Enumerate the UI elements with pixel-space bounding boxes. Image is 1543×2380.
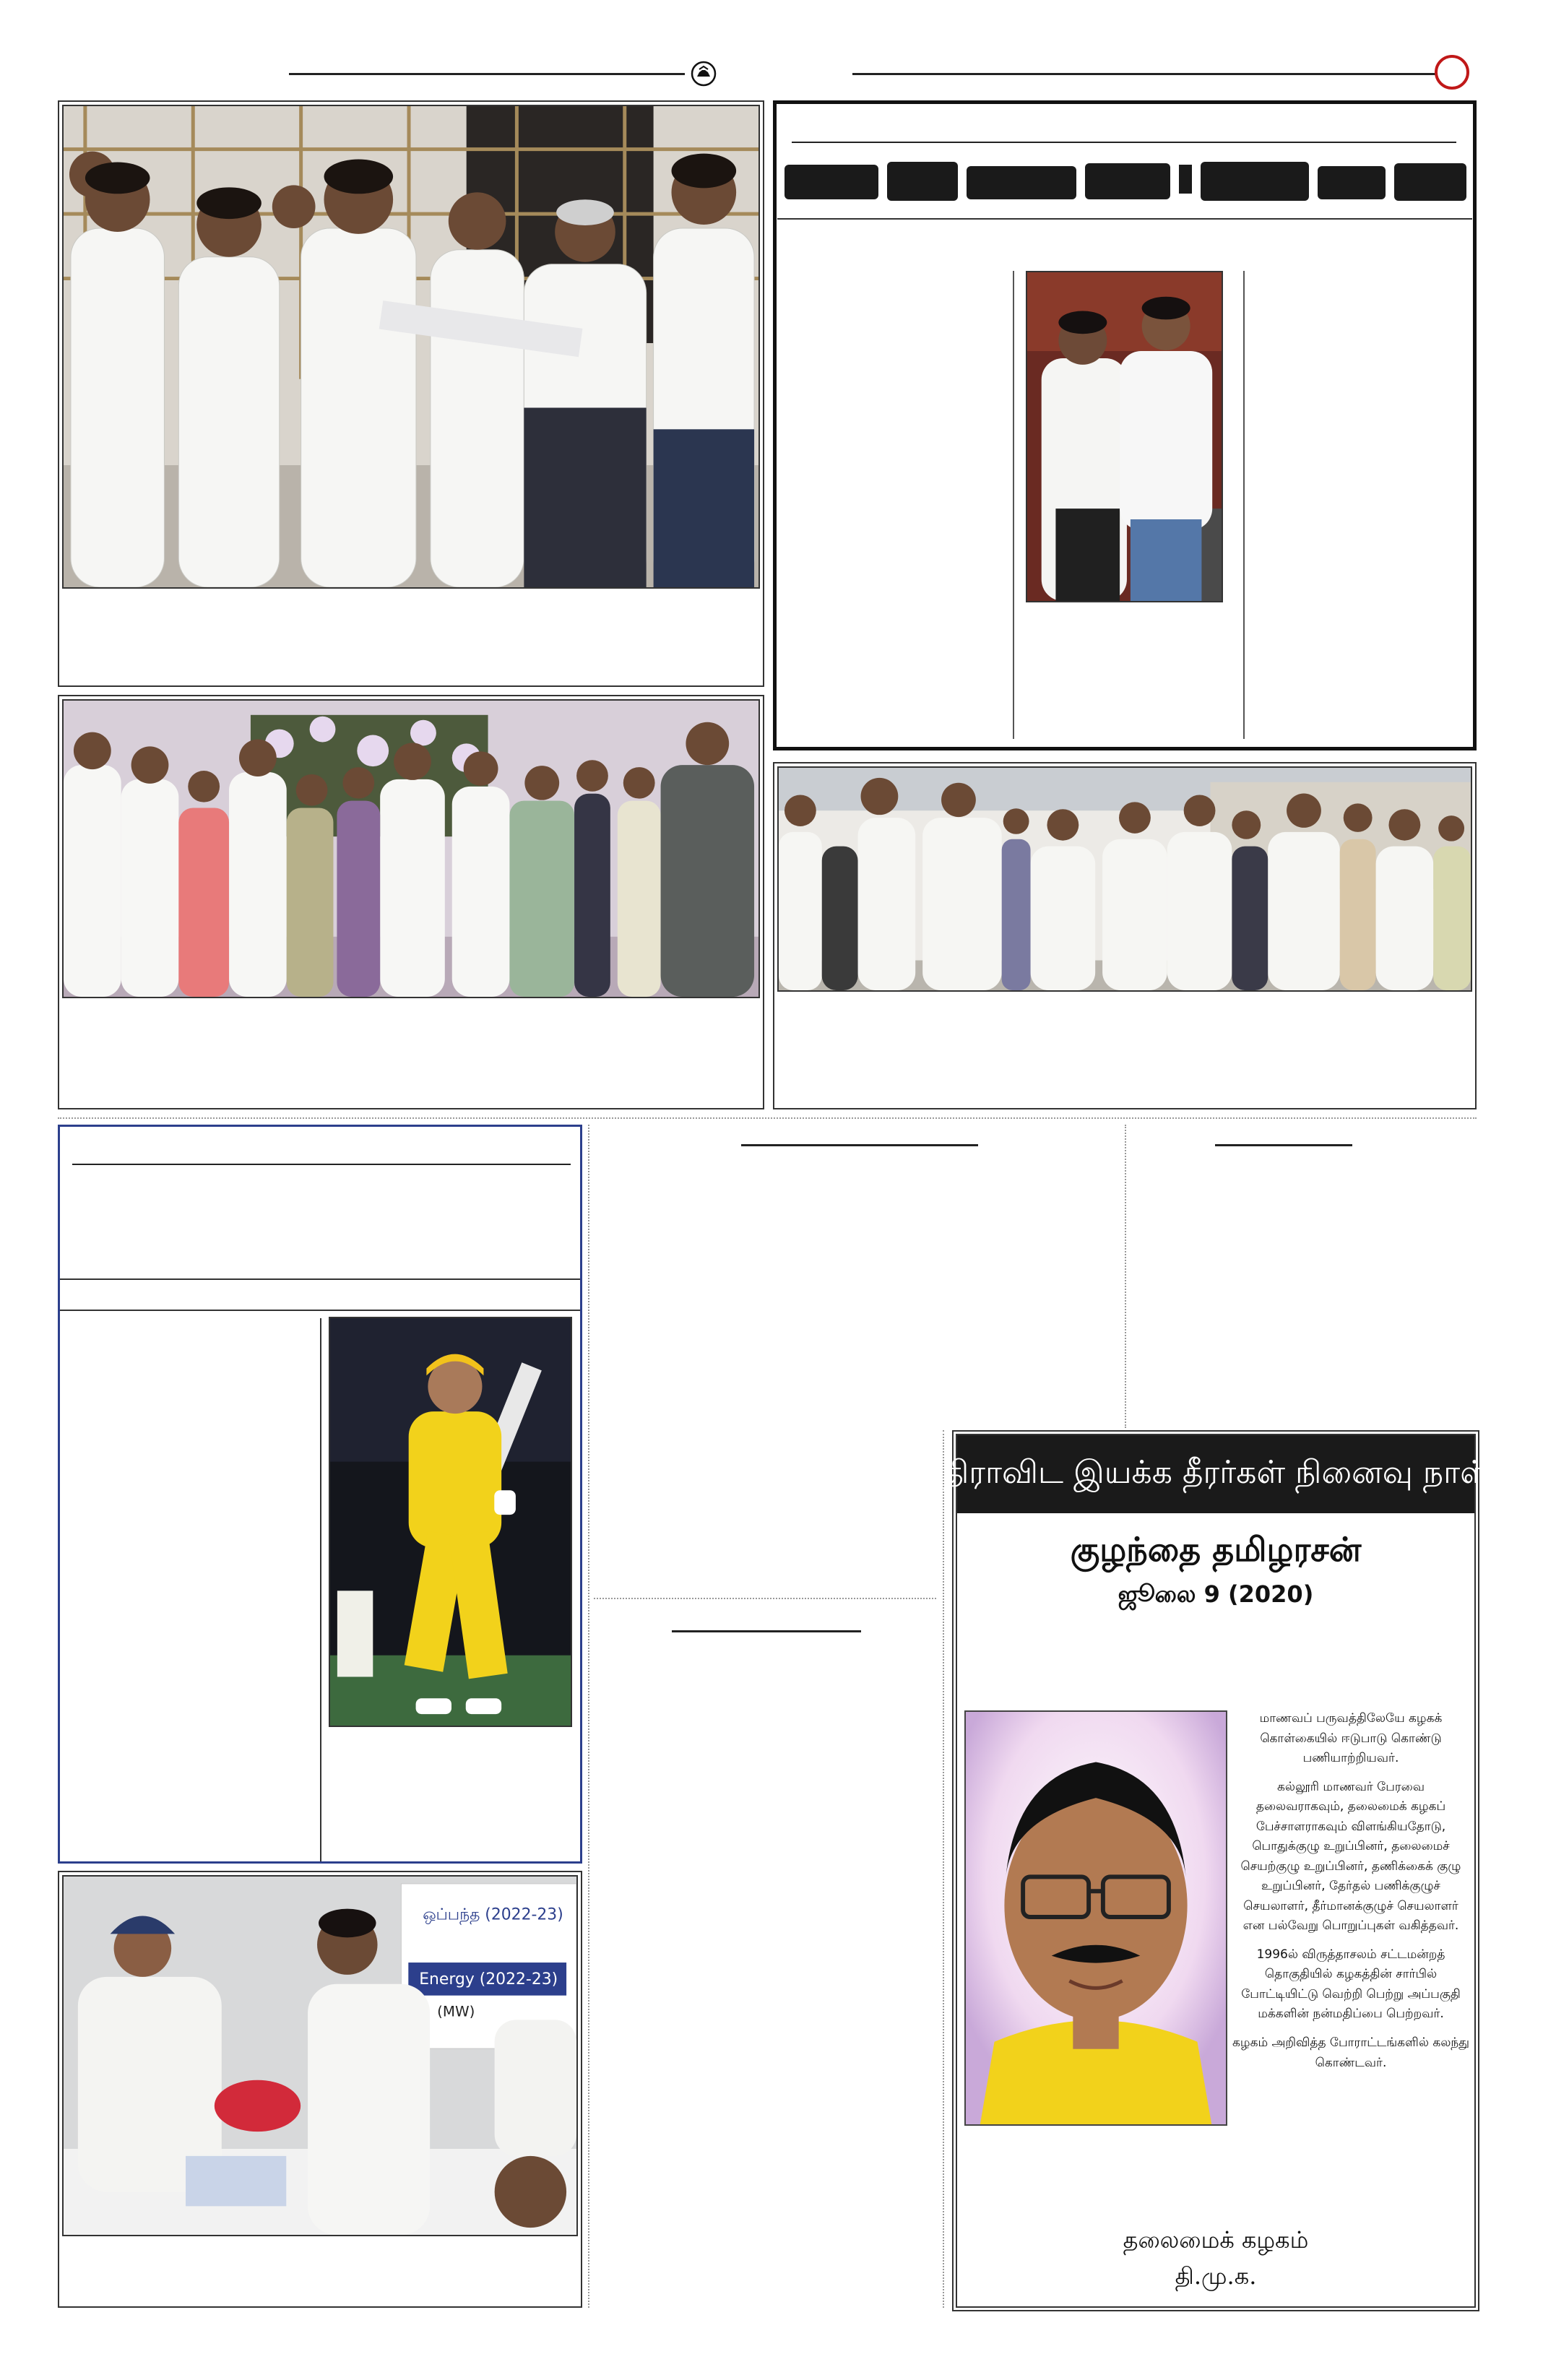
cricket-headline-rule [72,1164,571,1165]
tribute-signoff-1: தலைமைக் கழகம் [1123,2226,1309,2254]
tribute-name: குழந்தை தமிழரசன் [1070,1530,1362,1569]
vertical-separator-tribute [943,1430,944,2308]
page-number-circle [1435,55,1469,90]
tribute-banner [943,1435,1489,1513]
tribute-bio-para-3: 1996ல் விருத்தாசலம் சட்டமன்றத் தொகுதியில் கழகத்தின் சார்பில் போட்டியிட்டு வெற்றி பெற்று அப்பகுதி மக்களின் நன்மதிப்பை பெற்றவர். [1241,1947,1461,2022]
photo-event-group [62,699,760,998]
photo-inspection [62,105,760,589]
tribute-signoff-2: தி.மு.க. [1175,2262,1257,2290]
tribute-date: ஜூலை 9 (2020) [1118,1580,1314,1608]
banner-text-1: ஒப்பந்த (2022-23) [423,1905,563,1924]
center-headline-rule [741,1144,978,1146]
rising-sun-icon [691,61,717,87]
headline-bar [785,149,1467,212]
tribute-bio [1232,1709,1470,2073]
tribute-bio-para-1: மாணவப் பருவத்திலேயே கழகக் கொள்கையில் ஈடுபாடு கொண்டு பணியாற்றியவர். [1259,1711,1443,1766]
center-lower-headline-rule [672,1630,861,1632]
right-headline-rule [1215,1144,1352,1146]
horizontal-separator-center [594,1598,936,1599]
cricket-divider-1 [60,1278,580,1280]
photo-two-men [1026,271,1223,602]
photo-meeting [62,1875,578,2236]
column-divider-b [1243,271,1245,739]
headline-rule-top [792,142,1456,143]
tribute-bio-para-2: கல்லூரி மாணவர் பேரவை தலைவராகவும், தலைமைக் கழகப் பேச்சாளராகவும் விளங்கியதோடு, பொதுக்குழு உறுப்பினர், தலைமைச் செயற்குழு உறுப்பினர், தணிக்கைக் குழு உறுப்பினர், தேர்தல் பணிக்குழுச் செயலாளர், தீர்மானக்குழுச் செயலாளர் என பல்வேறு பொறுப்புகள் வகித்தவர். [1240,1779,1461,1934]
photo-cricketer [329,1317,572,1727]
tribute-portrait [964,1710,1227,2126]
cricket-column-divider [320,1318,321,1861]
banner-text-3: (MW) [437,2003,475,2020]
section-separator [58,1117,1477,1119]
tribute-bio-para-4: கழகம் அறிவித்த போராட்டங்களில் கலந்து கொண்டவர். [1232,2035,1469,2070]
headline-rule-bottom [777,218,1472,220]
cricket-divider-2 [60,1310,580,1311]
column-divider-a [1013,271,1014,739]
masthead-rule-left [289,73,685,75]
tribute-banner-title: திராவிட இயக்க தீரர்கள் நினைவு நாள் [943,1453,1489,1491]
vertical-separator-right [1125,1125,1126,1428]
photo-office-group [777,766,1472,992]
masthead-rule-right [852,73,1438,75]
banner-text-2: Energy (2022-23) [419,1970,558,1989]
vertical-separator-center [588,1125,589,2308]
